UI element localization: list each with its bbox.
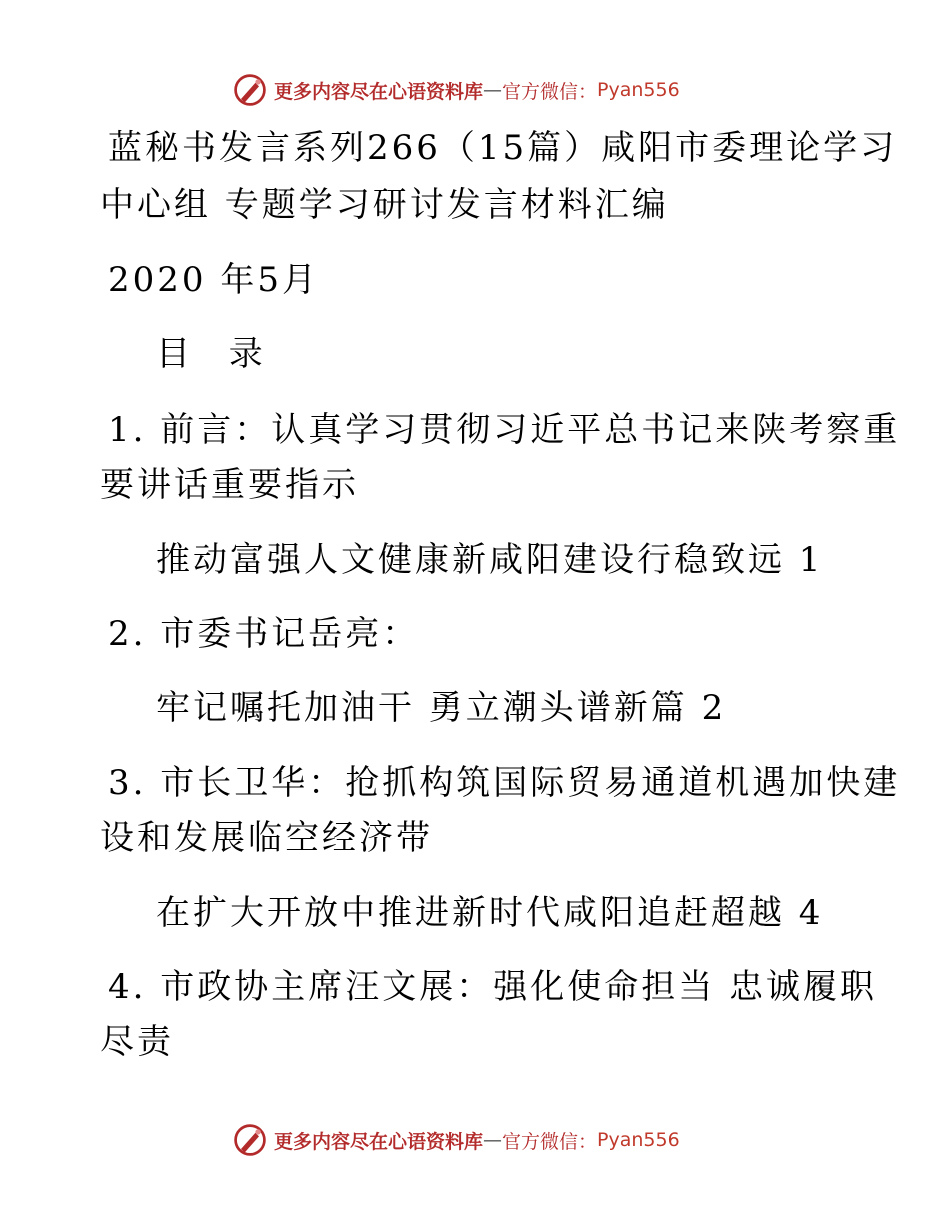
toc-item-1-line1: 1. 前言：认真学习贯彻习近平总书记来陕考察重 [108,410,901,450]
document-title-line1: 蓝秘书发言系列266（15篇）咸阳市委理论学习 [108,128,898,168]
watermark-wechat-label: 官方微信： [502,80,598,103]
document-title-line2: 中心组 专题学习研讨发言材料汇编 [100,185,669,225]
toc-item-1-sub: 推动富强人文健康新咸阳建设行稳致远 1 [156,540,824,580]
watermark-wechat-label: 官方微信： [502,1130,598,1153]
document-date: 2020 年5月 [108,260,319,300]
watermark-dash: — [483,79,503,101]
watermark-wechat-id: Pyan556 [597,79,680,101]
watermark-dash: — [483,1129,503,1151]
toc-heading: 目 录 [156,334,277,374]
watermark-banner-top [232,70,722,110]
toc-item-3-sub: 在扩大开放中推进新时代咸阳追赶超越 4 [156,893,824,933]
watermark-text: 更多内容尽在心语资料库 [274,1130,484,1153]
watermark-wechat-id: Pyan556 [597,1129,680,1151]
pen-logo-icon [232,1122,268,1158]
toc-item-3-line1: 3. 市长卫华：抢抓构筑国际贸易通道机遇加快建 [108,763,901,803]
toc-item-4-line2: 尽责 [100,1022,174,1062]
toc-item-1-line2: 要讲话重要指示 [100,465,359,505]
toc-item-4-line1: 4. 市政协主席汪文展：强化使命担当 忠诚履职 [108,967,878,1007]
toc-item-2-sub: 牢记嘱托加油干 勇立潮头谱新篇 2 [156,688,727,728]
pen-logo-icon [232,72,268,108]
toc-item-3-line2: 设和发展临空经济带 [100,818,433,858]
toc-item-2-line1: 2. 市委书记岳亮： [108,614,420,654]
watermark-text: 更多内容尽在心语资料库 [274,80,484,103]
watermark-banner-bottom [232,1120,722,1160]
